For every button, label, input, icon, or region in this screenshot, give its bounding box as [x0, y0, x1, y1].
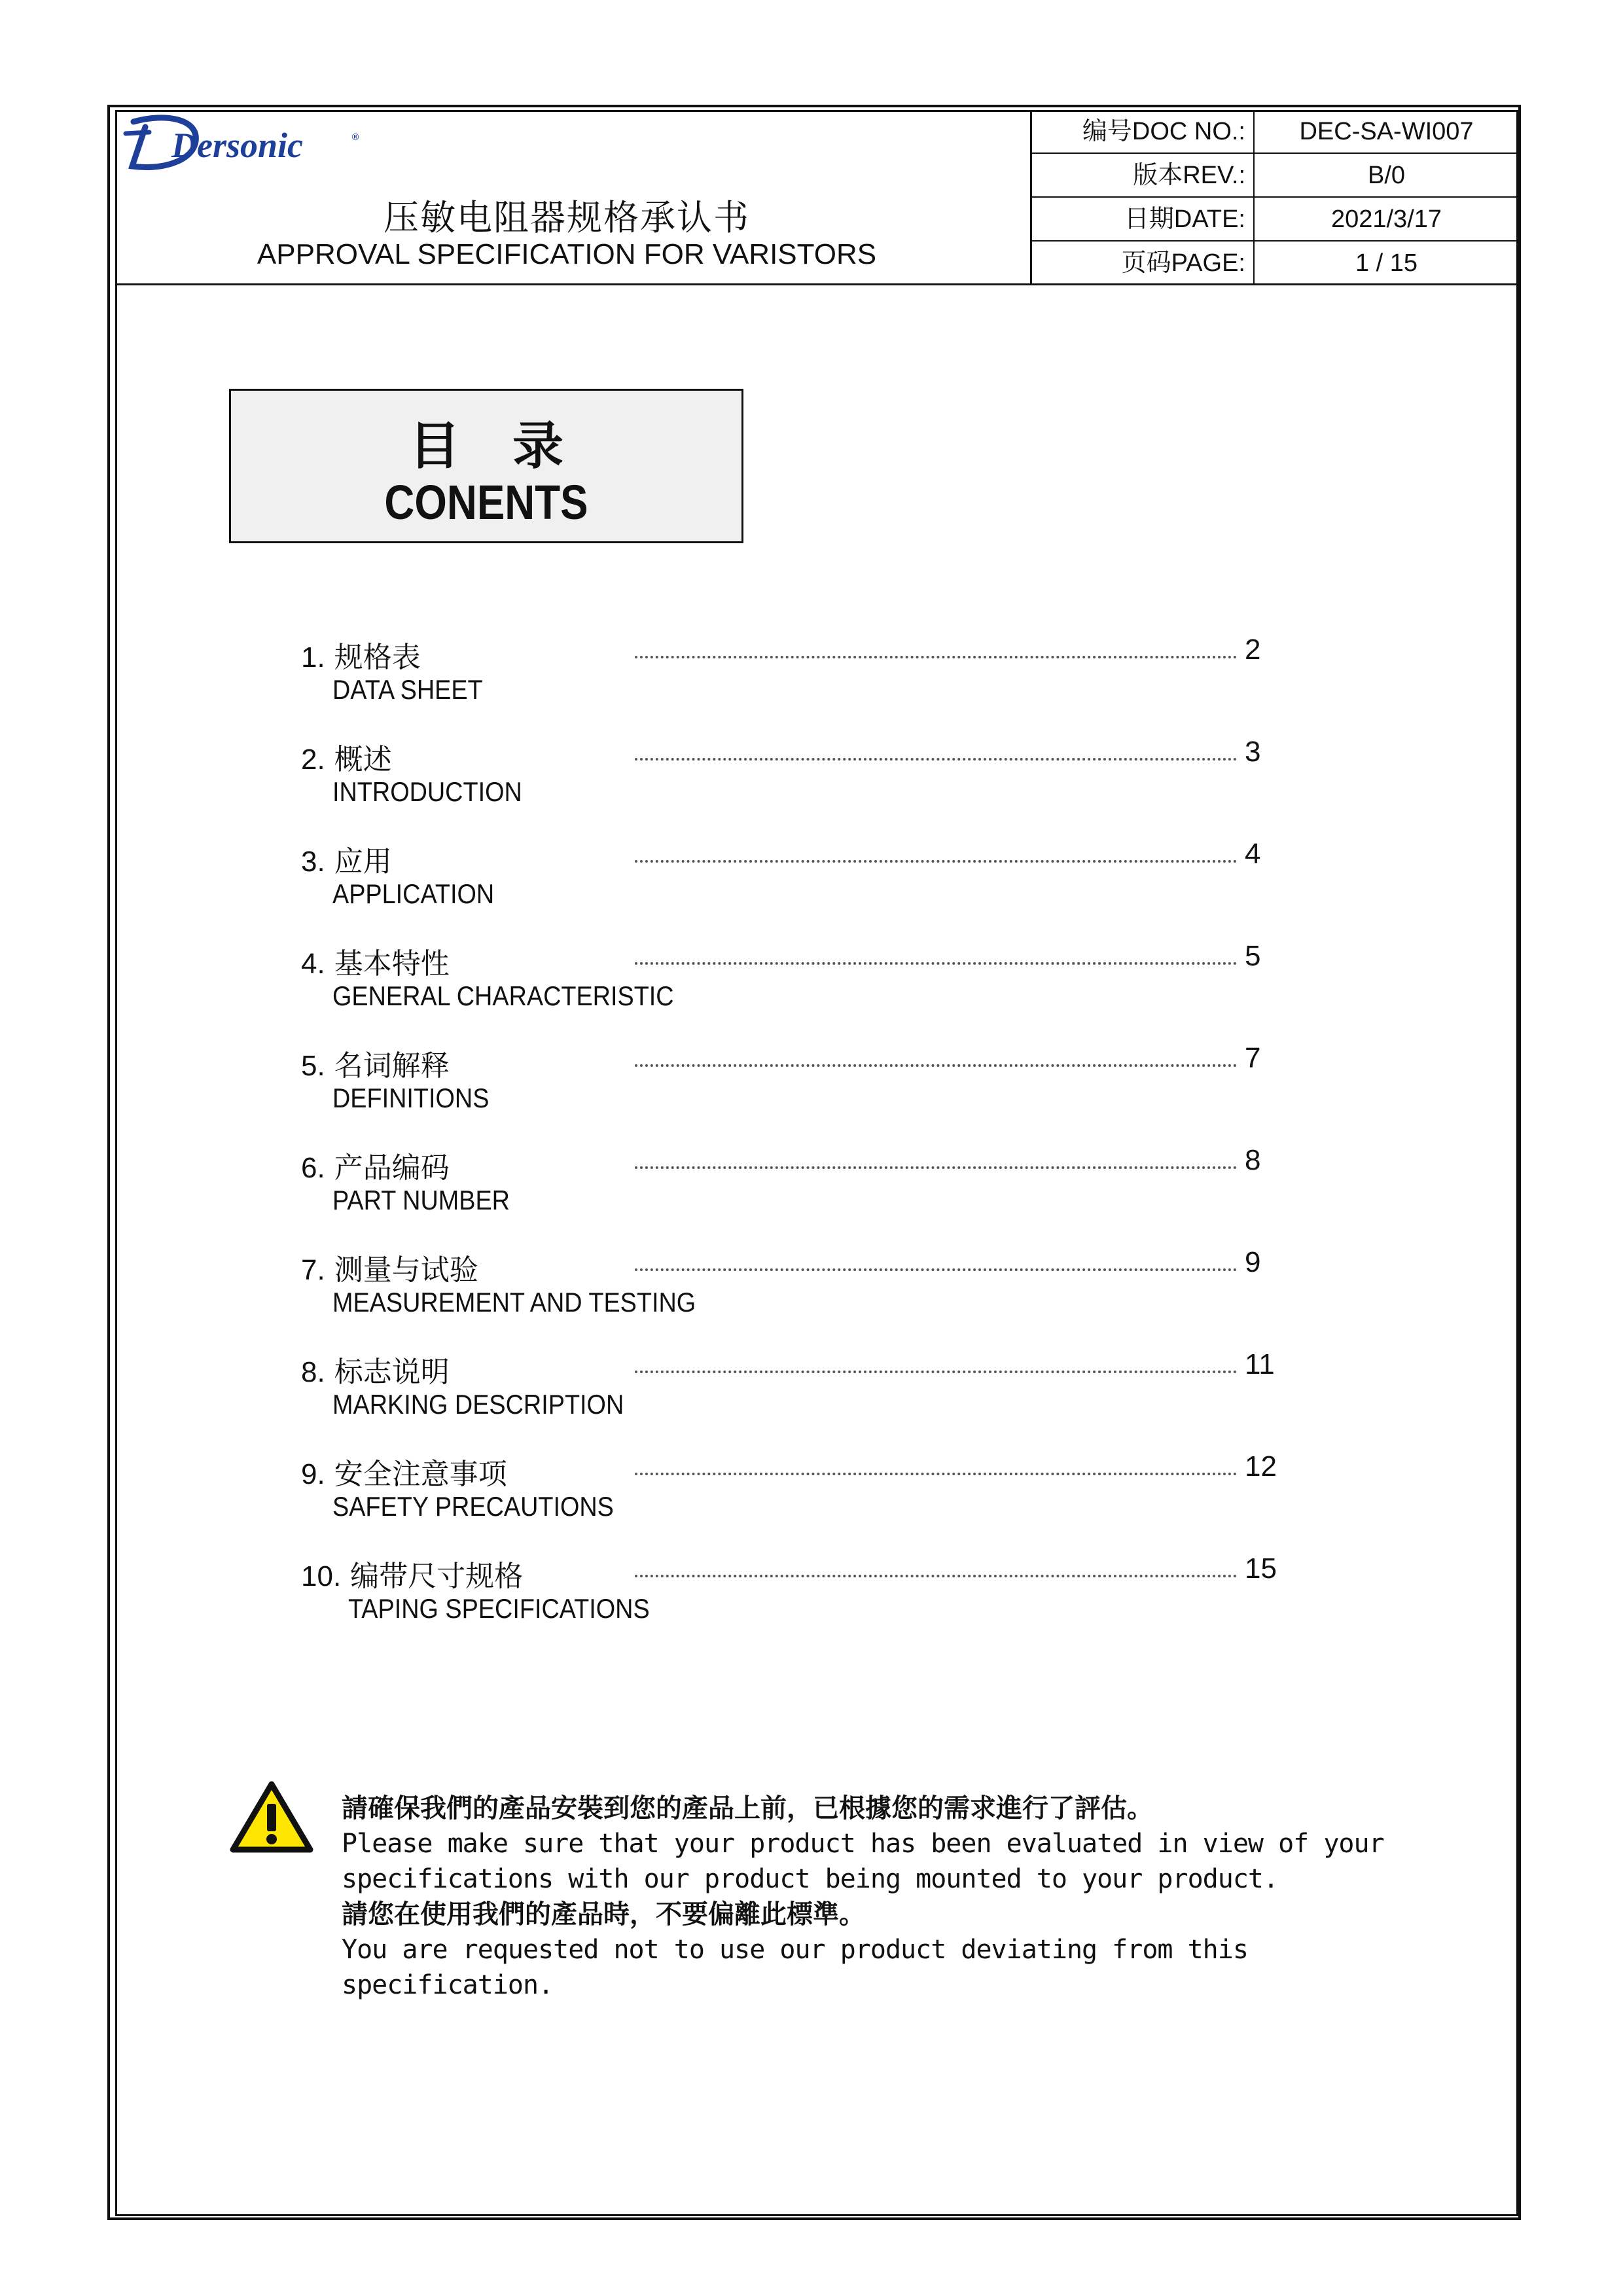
svg-text:®: ® — [351, 132, 360, 143]
warning-line-en: specifications with our product being mounted to your product. — [342, 1864, 1279, 1894]
toc-leader-dots — [635, 1365, 1237, 1373]
toc-item[interactable] — [301, 1246, 1309, 1331]
toc-leader-dots — [635, 1570, 1237, 1577]
toc-page-number: 4 — [1245, 838, 1261, 870]
meta-key: 编号DOC NO.: — [1032, 110, 1255, 152]
toc-title-zh: 概述 — [334, 743, 392, 776]
meta-key: 版本REV.: — [1032, 154, 1255, 196]
toc-number: 6. — [301, 1152, 325, 1184]
toc-page-number: 12 — [1245, 1450, 1277, 1482]
meta-value: 1 / 15 — [1355, 249, 1418, 277]
warning-icon — [229, 1780, 314, 1854]
toc-leader-dots — [635, 957, 1237, 965]
meta-row-date — [1032, 198, 1518, 242]
toc-title-en: TAPING SPECIFICATIONS — [348, 1593, 650, 1624]
toc-title-zh: 名词解释 — [334, 1049, 450, 1083]
toc-title-zh: 测量与试验 — [334, 1253, 478, 1287]
toc-leader-dots — [635, 855, 1237, 863]
meta-value: B/0 — [1367, 162, 1406, 189]
toc-title-zh: 标志说明 — [334, 1355, 450, 1389]
meta-row-page — [1032, 242, 1518, 285]
meta-row-rev — [1032, 154, 1518, 198]
toc-title-en: APPLICATION — [332, 878, 495, 909]
warning-line-en: Please make sure that your product has been evaluated in view of your — [342, 1829, 1384, 1859]
warning-line-en: You are requested not to use our product deviating from this — [342, 1935, 1248, 1965]
toc-title-en: MEASUREMENT AND TESTING — [332, 1287, 696, 1318]
contents-heading-box — [229, 389, 743, 543]
toc-title-en: DATA SHEET — [332, 674, 483, 705]
contents-title-zh: 目录 — [408, 417, 616, 476]
toc-item[interactable] — [301, 1348, 1309, 1433]
toc-page-number: 11 — [1245, 1348, 1275, 1380]
toc-item[interactable] — [301, 838, 1309, 923]
toc-item[interactable] — [301, 940, 1309, 1025]
toc-number: 10. — [301, 1560, 342, 1592]
contents-title-en: CONENTS — [384, 475, 588, 529]
toc-item[interactable] — [301, 634, 1309, 719]
toc-page-number: 7 — [1245, 1042, 1261, 1074]
meta-value: DEC-SA-WI007 — [1299, 118, 1474, 145]
meta-row-doc-no — [1032, 110, 1518, 154]
toc-title-zh: 应用 — [334, 845, 392, 878]
toc-leader-dots — [635, 1263, 1237, 1271]
toc-title-en: SAFETY PRECAUTIONS — [332, 1491, 614, 1522]
toc-title-en: PART NUMBER — [332, 1185, 510, 1215]
document-meta-table — [1030, 110, 1518, 285]
toc-page-number: 8 — [1245, 1144, 1261, 1176]
warning-line-zh: 請您在使用我們的產品時，不要偏離此標準。 — [342, 1899, 865, 1929]
toc-number: 5. — [301, 1050, 325, 1082]
warning-line-zh: 請確保我們的產品安裝到您的產品上前，已根據您的需求進行了評估。 — [342, 1793, 1153, 1823]
toc-title-zh: 产品编码 — [334, 1151, 450, 1185]
meta-value: 2021/3/17 — [1330, 206, 1442, 233]
toc-item[interactable] — [301, 1144, 1309, 1229]
toc-title-zh: 编带尺寸规格 — [350, 1560, 524, 1593]
toc-page-number: 2 — [1245, 634, 1261, 666]
toc-item[interactable] — [301, 736, 1309, 821]
meta-key: 日期DATE: — [1032, 198, 1255, 240]
toc-leader-dots — [635, 1161, 1237, 1169]
toc-item[interactable] — [301, 1450, 1309, 1535]
toc-leader-dots — [635, 651, 1237, 658]
warning-notice — [342, 1791, 1384, 2003]
document-header — [115, 110, 1518, 285]
toc-title-en: INTRODUCTION — [332, 776, 522, 807]
toc-number: 3. — [301, 846, 325, 878]
toc-title-en: GENERAL CHARACTERISTIC — [332, 980, 674, 1011]
toc-number: 7. — [301, 1254, 325, 1286]
toc-title-en: DEFINITIONS — [332, 1083, 490, 1113]
toc-item[interactable] — [301, 1042, 1309, 1127]
toc-number: 4. — [301, 948, 325, 980]
toc-leader-dots — [635, 1059, 1237, 1067]
toc-title-zh: 规格表 — [334, 641, 421, 674]
toc-leader-dots — [635, 1467, 1237, 1475]
toc-page-number: 3 — [1245, 736, 1261, 768]
toc-leader-dots — [635, 753, 1237, 761]
document-title-en: APPROVAL SPECIFICATION FOR VARISTORS — [257, 238, 877, 270]
toc-title-zh: 基本特性 — [334, 947, 450, 980]
toc-number: 9. — [301, 1458, 325, 1490]
toc-page-number: 15 — [1245, 1552, 1277, 1585]
logo-text: Dersonic — [171, 126, 303, 165]
document-title-zh: 压敏电阻器规格承认书 — [383, 197, 750, 238]
toc-number: 1. — [301, 641, 325, 673]
toc-page-number: 9 — [1245, 1246, 1261, 1278]
toc-item[interactable] — [301, 1552, 1309, 1638]
meta-key: 页码PAGE: — [1032, 242, 1255, 285]
toc-title-zh: 安全注意事项 — [334, 1458, 507, 1491]
warning-line-en: specification. — [342, 1970, 554, 2000]
toc-page-number: 5 — [1245, 940, 1261, 972]
toc-number: 8. — [301, 1356, 325, 1388]
company-logo — [120, 114, 369, 173]
toc-number: 2. — [301, 744, 325, 776]
toc-title-en: MARKING DESCRIPTION — [332, 1389, 624, 1420]
